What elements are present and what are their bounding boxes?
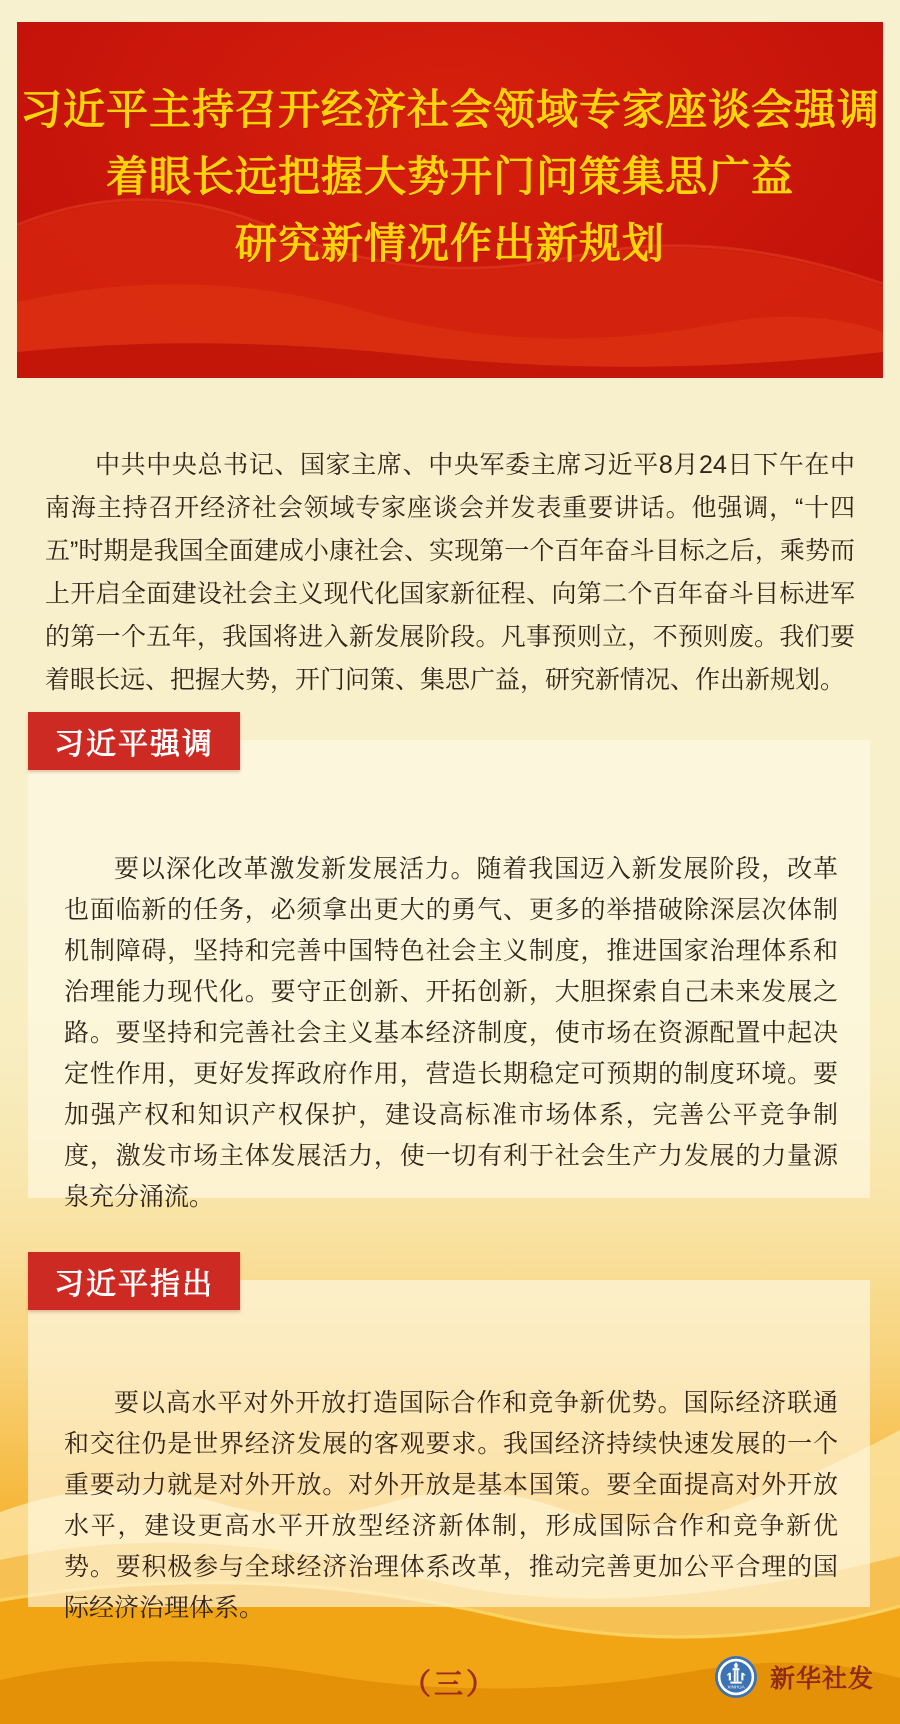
header-banner: [17, 22, 883, 378]
page-number: （三）: [401, 1669, 498, 1701]
section-body-text: 要以高水平对外开放打造国际合作和竞争新优势。国际经济联通和交往仍是世界经济发展的客观要求。我国经济持续快速发展的一个重要动力就是对外开放。对外开放是基本国策。要全面提高对外开放水平，建设更高水平开放型经济新体制，形成国际合作和竞争新优势。要积极参与全球经济治理体系改革，推动完善更加公平合理的国际经济治理体系。: [64, 1389, 838, 1622]
section-label-badge: [28, 712, 240, 770]
intro-paragraph: 中共中央总书记、国家主席、中央军委主席习近平8月24日下午在中南海主持召开经济社会领域专家座谈会并发表重要讲话。他强调，“十四五”时期是我国全面建成小康社会、实现第一个百年奋斗目标之后，乘势而上开启全面建设社会主义现代化国家新征程、向第二个百年奋斗目标进军的第一个五年，我国将进入新发展阶段。凡事预则立，不预则废。我们要着眼长远、把握大势，开门问策、集思广益，研究新情况、作出新规划。: [45, 451, 855, 694]
xinhua-emblem-icon: [714, 1655, 758, 1699]
credit-text: 新华社发: [770, 1665, 875, 1693]
quote-card-emphasize: [28, 728, 870, 1211]
section-label-badge: [28, 1252, 240, 1310]
logo-ring-label: XINHUA: [727, 1684, 745, 1690]
section-body-text: 要以深化改革激发新发展活力。随着我国迈入新发展阶段，改革也面临新的任务，必须拿出更大的勇气、更多的举措破除深层次体制机制障碍，坚持和完善中国特色社会主义制度，推进国家治理体系和治理能力现代化。要守正创新、开拓创新，大胆探索自己未来发展之路。要坚持和完善社会主义基本经济制度，使市场在资源配置中起决定性作用，更好发挥政府作用，营造长期稳定可预期的制度环境。要加强产权和知识产权保护，建设高标准市场体系，完善公平竞争制度，激发市场主体发展活力，使一切有利于社会生产力发展的力量源泉充分涌流。: [64, 855, 838, 1211]
quote-card-pointout: [28, 1268, 870, 1622]
banner-title-line-3: 研究新情况作出新规划: [234, 220, 665, 267]
banner-title-line-2: 着眼长远把握大势开门问策集思广益: [105, 153, 794, 200]
section-label: 习近平指出: [54, 1268, 214, 1301]
banner-title-block: [17, 76, 883, 277]
section-label: 习近平强调: [54, 728, 214, 761]
credit-group: [714, 1655, 874, 1699]
banner-title-line-1: 习近平主持召开经济社会领域专家座谈会强调: [19, 86, 880, 133]
